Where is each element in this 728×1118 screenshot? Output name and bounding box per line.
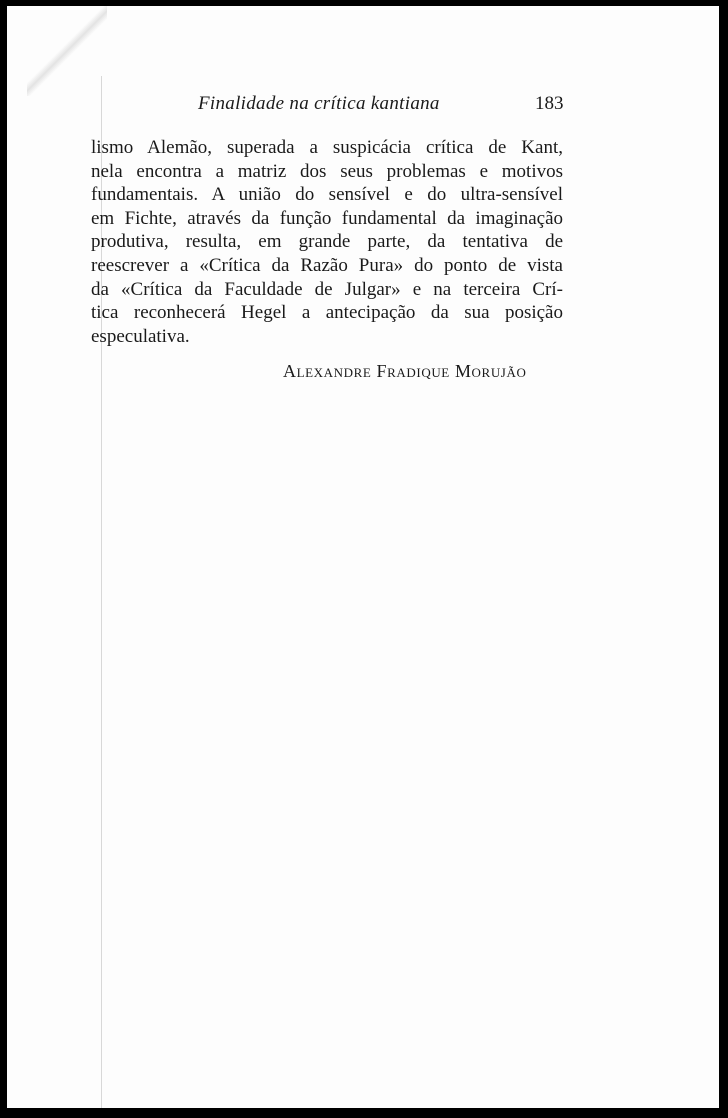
text-line: em Fichte, através da função fundamental da imaginação <box>91 207 563 229</box>
body-paragraph <box>91 136 563 348</box>
page-number: 183 <box>535 93 564 114</box>
text-line: da «Crítica da Faculdade de Julgar» e na terceira Crí- <box>91 278 563 300</box>
text-line: especulativa. <box>91 325 190 347</box>
text-line: tica reconhecerá Hegel a antecipação da sua posição <box>91 302 563 324</box>
running-title: Finalidade na crítica kantiana <box>198 93 440 114</box>
page-corner-shadow <box>27 6 107 96</box>
document-page <box>7 6 719 1108</box>
text-line: lismo Alemão, superada a suspicácia crítica de Kant, <box>91 137 563 158</box>
page-header <box>7 93 719 119</box>
text-line: produtiva, resulta, em grande parte, da tentativa de <box>91 231 563 253</box>
text-line: reescrever a «Crítica da Razão Pura» do ponto de vista <box>91 254 563 276</box>
text-line: nela encontra a matriz dos seus problemas e motivos <box>91 160 563 182</box>
text-line: fundamentais. A união do sensível e do ultra-sensível <box>91 184 563 206</box>
author-signature: Alexandre Fradique Morujão <box>283 361 527 381</box>
